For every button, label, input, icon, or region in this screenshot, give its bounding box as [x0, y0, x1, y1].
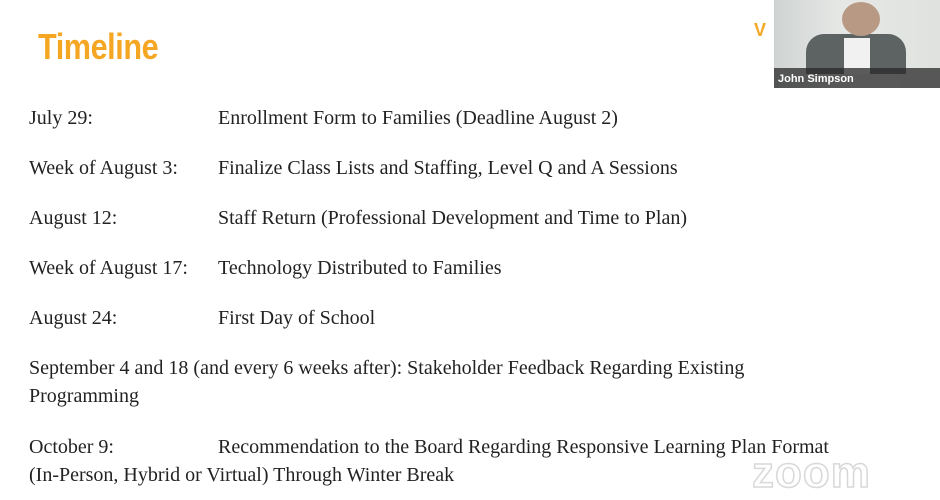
timeline-text: Enrollment Form to Families (Deadline August 2): [218, 107, 618, 129]
timeline-date: October 9:: [29, 436, 114, 458]
timeline-text: Staff Return (Professional Development and Time to Plan): [218, 207, 688, 229]
participant-head: [842, 2, 880, 36]
timeline-row-stakeholder: [29, 354, 909, 410]
zoom-watermark: zoom: [752, 448, 871, 497]
timeline-date: August 24:: [29, 307, 118, 329]
timeline-date: July 29:: [29, 107, 93, 129]
timeline-text: Technology Distributed to Families: [218, 257, 502, 279]
timeline-date: August 12:: [29, 207, 118, 229]
timeline-date: Week of August 17:: [29, 257, 188, 279]
slide-title: Timeline: [38, 26, 159, 67]
timeline-text: September 4 and 18 (and every 6 weeks after): Stakeholder Feedback Regarding Existing: [29, 357, 745, 379]
timeline-text: Programming: [29, 385, 139, 407]
participant-video-thumbnail[interactable]: [774, 0, 940, 88]
timeline-date: Week of August 3:: [29, 157, 178, 179]
timeline-text: First Day of School: [218, 307, 376, 329]
timeline-text: Recommendation to the Board Regarding Responsive Learning Plan Format: [218, 436, 829, 458]
participant-name: John Simpson: [778, 73, 854, 85]
timeline-text: (In-Person, Hybrid or Virtual) Through Winter Break: [29, 464, 455, 486]
slide-logo-fragment: V: [754, 20, 767, 40]
timeline-text: Finalize Class Lists and Staffing, Level Q and A Sessions: [218, 157, 678, 179]
